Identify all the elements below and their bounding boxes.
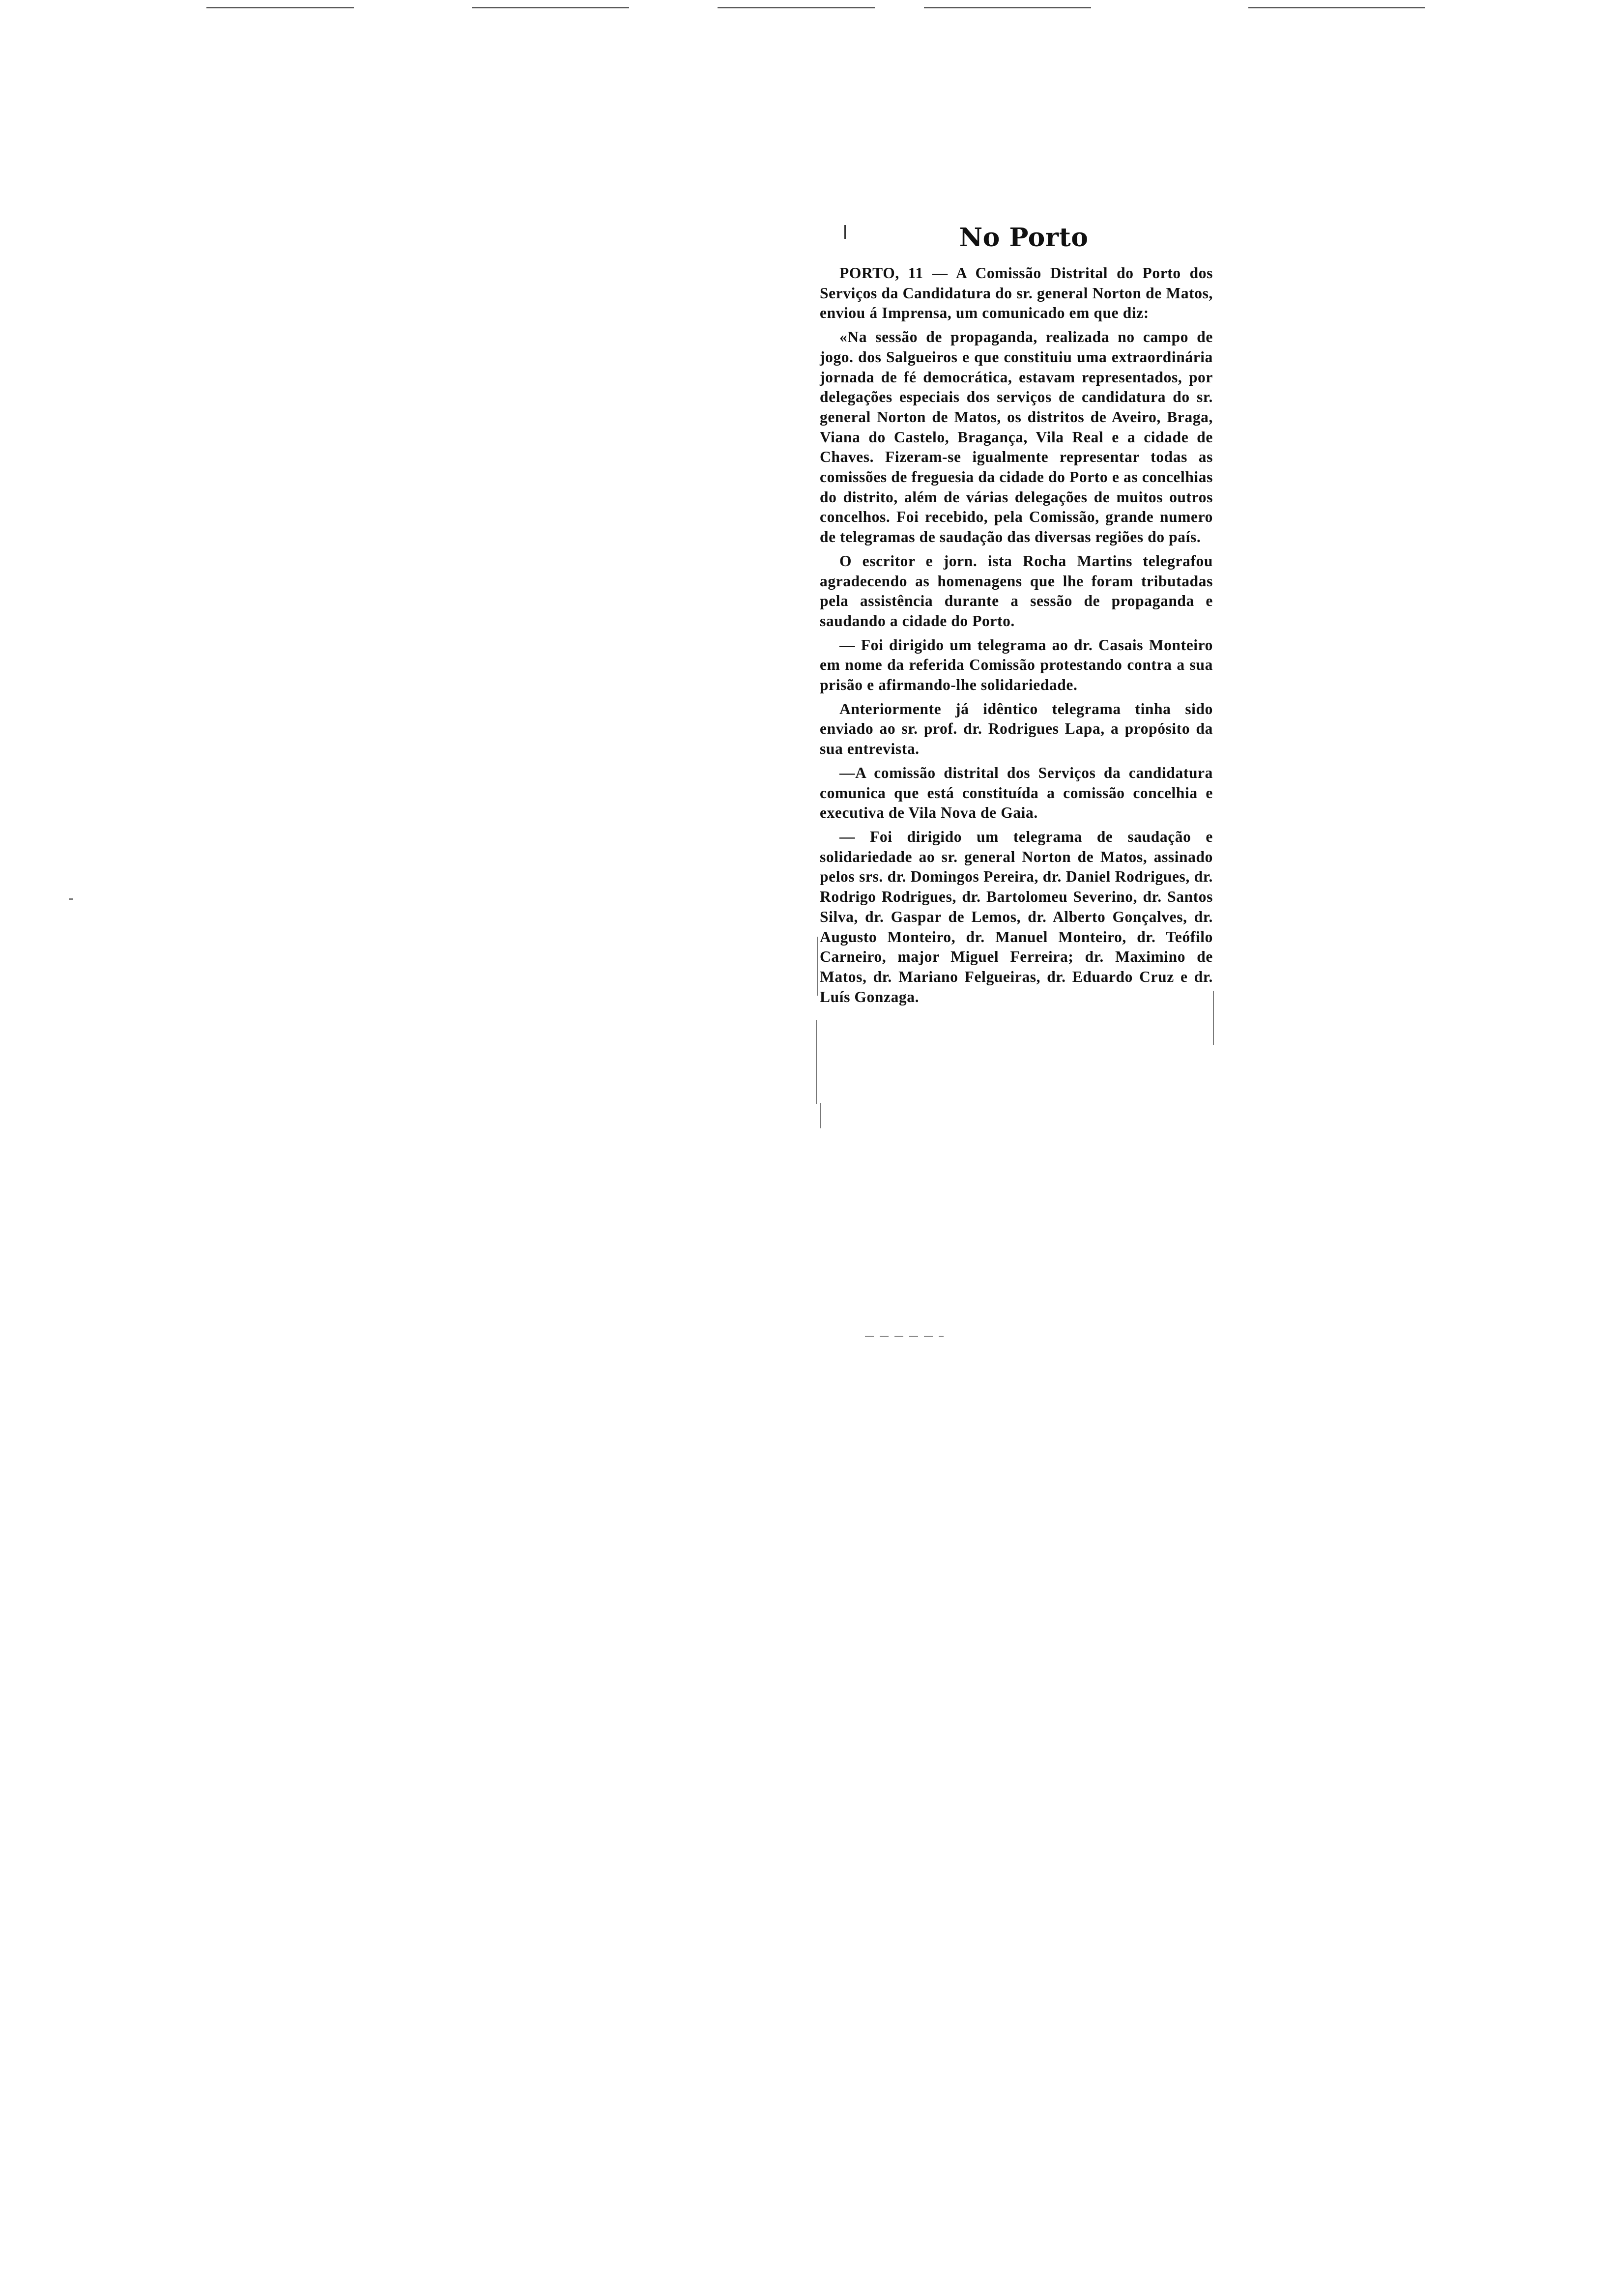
article-body <box>820 263 1213 1007</box>
clipping-edge-line <box>817 937 818 996</box>
article-paragraph: «Na sessão de propaganda, realizada no campo de jogo. dos Salgueiros e que constituiu uma extraordinária jornada de fé democrática, estavam representados, por delegações especiais dos serviços de candidatura do sr. general Norton de Matos, os distritos de Aveiro, Braga, Viana do Castelo, Bragança, Vila Real e a cidade de Chaves. Fizeram-se igualmente representar todas as comissões de freguesia da cidade do Porto e as concelhias do distrito, além de várias delegações de muitos outros concelhos. Foi recebido, pela Comissão, grande numero de telegramas de saudação das diversas regiões do país. <box>820 328 1213 546</box>
scan-edge-rule <box>472 7 629 8</box>
scan-edge-rule <box>924 7 1091 8</box>
article-paragraph: —A comissão distrital dos Serviços da candidatura comunica que está constituída a comissão concelhia e executiva de Vila Nova de Gaia. <box>820 764 1213 822</box>
clipping-edge-line <box>816 1020 817 1104</box>
scan-speck <box>69 898 73 900</box>
article-paragraph: O escritor e jorn. ista Rocha Martins telegrafou agradecendo as homenagens que lhe foram tributadas pela assistência durante a sessão de propaganda e saudando a cidade do Porto. <box>820 552 1213 630</box>
article-paragraph: — Foi dirigido um telegrama de saudação e solidariedade ao sr. general Norton de Matos, assinado pelos srs. dr. Domingos Pereira, dr. Daniel Rodrigues, dr. Rodrigo Rodrigues, dr. Bartolomeu Severino, dr. Santos Silva, dr. Gaspar de Lemos, dr. Alberto Gonçalves, dr. Augusto Monteiro, dr. Manuel Monteiro, dr. Teófilo Carneiro, major Miguel Ferreira; dr. Maximino de Matos, dr. Mariano Felgueiras, dr. Eduardo Cruz e dr. Luís Gonzaga. <box>820 828 1213 1005</box>
article-headline: No Porto <box>959 223 1089 253</box>
article-paragraph: Anteriormente já idêntico telegrama tinha sido enviado ao sr. prof. dr. Rodrigues Lapa, a propósito da sua entrevista. <box>820 700 1213 758</box>
clipping-edge-line <box>1213 991 1214 1045</box>
clipping-edge-line <box>820 1103 821 1128</box>
clipping-bottom-dashes <box>865 1336 944 1337</box>
scan-edge-rule <box>718 7 875 8</box>
scan-edge-rule <box>1248 7 1425 8</box>
newspaper-clipping <box>820 221 1213 1342</box>
article-paragraph: — Foi dirigido um telegrama ao dr. Casais Monteiro em nome da referida Comissão protestando contra a sua prisão e afirmando-lhe solidariedade. <box>820 636 1213 694</box>
scan-edge-rule <box>206 7 354 8</box>
article-paragraph: PORTO, 11 — A Comissão Distrital do Porto dos Serviços da Candidatura do sr. general Norton de Matos, enviou á Imprensa, um comunicado em que diz: <box>820 264 1213 322</box>
